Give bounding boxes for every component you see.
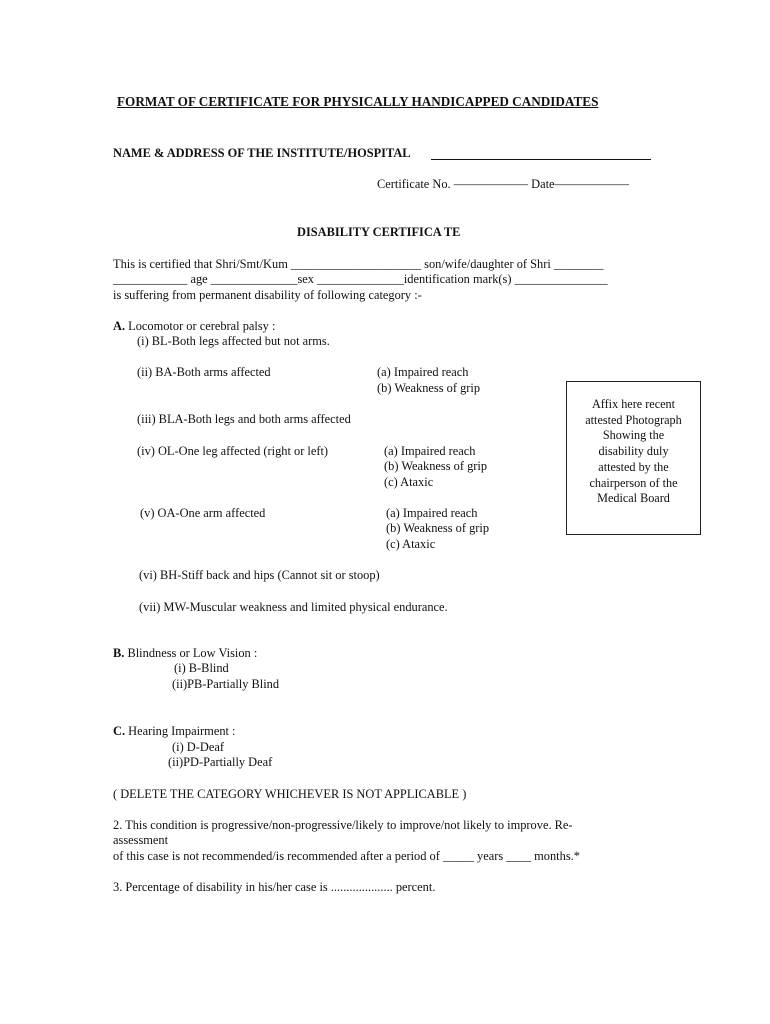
item-a-v: (v) OA-One arm affected (140, 506, 266, 520)
section-a-heading (113, 319, 275, 334)
photo-box-line: attested by the (598, 459, 669, 474)
section-b-letter: B. (113, 646, 125, 660)
institute-blank-line (431, 159, 651, 160)
item-c-ii: (ii)PD-Partially Deaf (168, 755, 273, 769)
photo-box-line: attested Photograph (585, 412, 682, 427)
section-c-title: Hearing Impairment : (125, 724, 236, 738)
item-a-i: (i) BL-Both legs affected but not arms. (137, 334, 330, 348)
institute-label: NAME & ADDRESS OF THE INSTITUTE/HOSPITAL (113, 146, 411, 160)
item-c-i: (i) D-Deaf (172, 740, 224, 754)
item-a-v-sub-a: (a) Impaired reach (386, 506, 478, 520)
photo-box-line: Medical Board (597, 491, 670, 506)
delete-category-note: ( DELETE THE CATEGORY WHICHEVER IS NOT APPLICABLE ) (113, 787, 467, 801)
intro-line-2: ____________ age ______________sex ______________identification mark(s) _______________ (113, 272, 608, 286)
certificate-subtitle: DISABILITY CERTIFICA TE (297, 225, 461, 239)
clause-3: 3. Percentage of disability in his/her case is .................... percent. (113, 880, 436, 894)
photo-box-line: Showing the (602, 428, 665, 443)
clause-2-line-2: assessment (113, 833, 169, 847)
section-b-heading (113, 646, 257, 661)
section-a-title: Locomotor or cerebral palsy : (125, 319, 276, 333)
item-b-ii: (ii)PB-Partially Blind (172, 677, 280, 691)
item-a-ii: (ii) BA-Both arms affected (137, 365, 271, 379)
section-c-letter: C. (113, 724, 126, 738)
item-a-ii-sub-a: (a) Impaired reach (377, 365, 469, 379)
clause-2-line-1: 2. This condition is progressive/non-progressive/likely to improve/not likely to improve. Re- (113, 818, 573, 832)
item-a-vi: (vi) BH-Stiff back and hips (Cannot sit or stoop) (139, 568, 380, 582)
photo-box-line: Affix here recent (591, 397, 675, 411)
item-a-iv-sub-a: (a) Impaired reach (384, 444, 476, 458)
section-b-title: Blindness or Low Vision : (124, 646, 258, 660)
item-a-iii: (iii) BLA-Both legs and both arms affected (137, 412, 351, 426)
section-a-letter: A. (113, 319, 126, 333)
item-a-iv-sub-b: (b) Weakness of grip (384, 459, 488, 473)
item-a-v-sub-b: (b) Weakness of grip (386, 521, 490, 535)
certificate-no-date: Certificate No. —————— Date—————— (377, 177, 629, 191)
item-a-iv-sub-c: (c) Ataxic (384, 475, 434, 489)
item-a-ii-sub-b: (b) Weakness of grip (377, 381, 481, 395)
photo-box-line: disability duly (598, 444, 669, 459)
item-a-vii: (vii) MW-Muscular weakness and limited physical endurance. (139, 600, 448, 614)
section-c-heading (113, 724, 236, 739)
photo-placeholder-box (566, 381, 701, 535)
item-a-iv: (iv) OL-One leg affected (right or left) (137, 444, 329, 458)
intro-line-1: This is certified that Shri/Smt/Kum _____________________ son/wife/daughter of Shri ________ (113, 257, 604, 271)
clause-2-line-3: of this case is not recommended/is recommended after a period of _____ years ____ months.* (113, 849, 580, 863)
item-b-i: (i) B-Blind (174, 661, 229, 675)
item-a-v-sub-c: (c) Ataxic (386, 537, 436, 551)
page-title: FORMAT OF CERTIFICATE FOR PHYSICALLY HANDICAPPED CANDIDATES (117, 94, 599, 109)
photo-box-line: chairperson of the (589, 475, 678, 490)
intro-line-3: is suffering from permanent disability of following category :- (113, 288, 422, 302)
